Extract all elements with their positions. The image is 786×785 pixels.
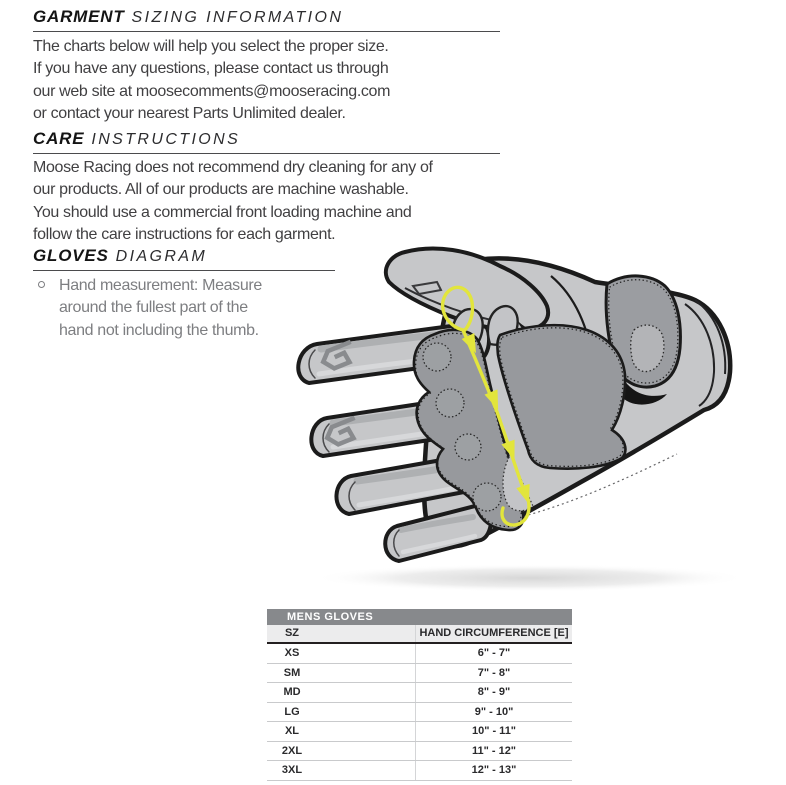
circumference-cell: 12" - 13" (415, 761, 572, 780)
bullet-line: hand not including the thumb. (59, 321, 259, 339)
section-header-garment (33, 7, 500, 32)
section-title-light: SIZING INFORMATION (131, 9, 344, 26)
paragraph-line: You should use a commercial front loading machine and (33, 203, 412, 221)
column-header-circumference: HAND CIRCUMFERENCE [E] (415, 625, 572, 642)
section-title-strong: GARMENT (33, 7, 125, 26)
circumference-cell: 9" - 10" (415, 703, 572, 722)
header-rule (33, 31, 500, 32)
size-cell: LG (284, 705, 300, 718)
bullet-icon (38, 281, 45, 288)
table-row (267, 683, 572, 703)
column-header-size: SZ (284, 627, 300, 639)
header-rule (33, 153, 500, 154)
circumference-cell: 7" - 8" (415, 664, 572, 683)
glove-shadow (312, 564, 740, 592)
paragraph-line: our web site at moosecomments@mooseracing.com (33, 82, 391, 100)
table-row (267, 644, 572, 664)
section-title-light: INSTRUCTIONS (91, 131, 241, 148)
paragraph-line: The charts below will help you select the proper size. (33, 38, 389, 55)
paragraph-line: follow the care instructions for each garment. (33, 225, 336, 243)
size-cell: 3XL (281, 764, 303, 776)
size-cell: XL (284, 725, 300, 737)
table-header-row (267, 625, 572, 644)
bullet-line: around the fullest part of the (59, 299, 248, 317)
size-cell: XS (284, 647, 300, 659)
table-row (267, 664, 572, 684)
circumference-cell: 10" - 11" (415, 722, 572, 741)
size-cell: SM (283, 666, 301, 679)
circumference-cell: 6" - 7" (415, 644, 572, 663)
glove-measurement-diagram (285, 230, 740, 600)
table-row (267, 703, 572, 723)
circumference-cell: 11" - 12" (415, 742, 572, 761)
table-row (267, 761, 572, 781)
paragraph-line: If you have any questions, please contact us through (33, 60, 389, 78)
table-row (267, 722, 572, 742)
section-title-strong: CARE (33, 129, 85, 148)
paragraph-line: or contact your nearest Parts Unlimited dealer. (33, 104, 346, 122)
paragraph-line: Moose Racing does not recommend dry cleaning for any of (33, 159, 433, 176)
mens-gloves-size-table (267, 609, 572, 781)
section-title-light: DIAGRAM (115, 248, 208, 265)
section-title-strong: GLOVES (33, 246, 109, 265)
garment-paragraph (33, 36, 390, 125)
paragraph-line: our products. All of our products are machine washable. (33, 181, 409, 199)
size-cell: MD (283, 686, 301, 698)
section-header-care (33, 129, 500, 154)
section-title (33, 129, 500, 150)
table-title-bar: MENS GLOVES (267, 609, 572, 625)
hand-measurement-bullet (38, 275, 262, 342)
bullet-line: Hand measurement: Measure (59, 277, 262, 294)
section-title (33, 7, 500, 28)
size-cell: 2XL (281, 744, 303, 757)
table-row (267, 742, 572, 762)
circumference-cell: 8" - 9" (415, 683, 572, 702)
